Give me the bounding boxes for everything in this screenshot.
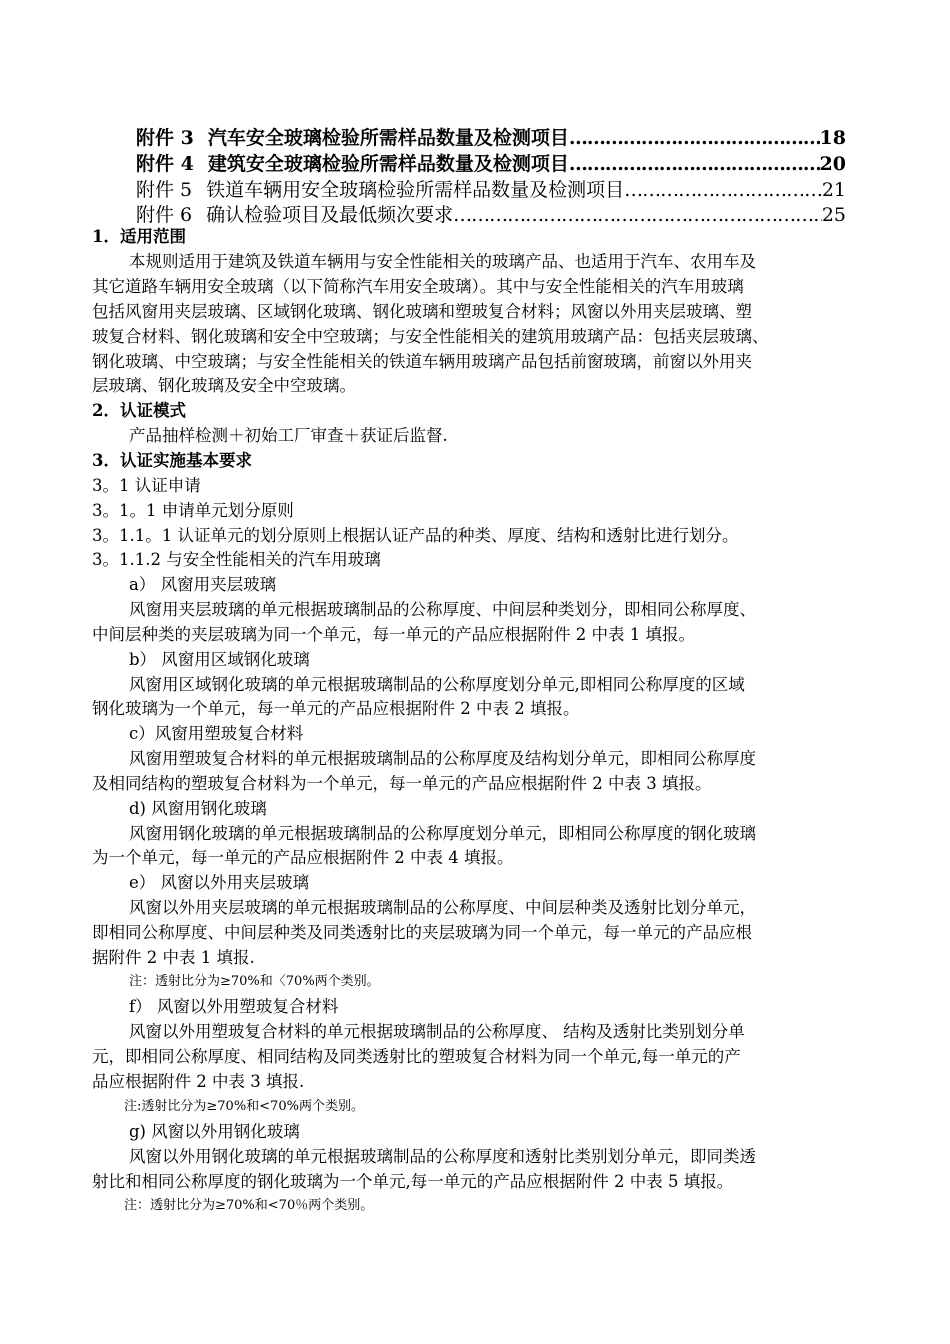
- item-a-title: a） 风窗用夹层玻璃: [129, 575, 277, 594]
- item-c-title: c）风窗用塑玻复合材料: [129, 724, 304, 743]
- item-c-line: 风窗用塑玻复合材料的单元根据玻璃制品的公称厚度及结构划分单元，即相同公称厚度: [129, 749, 756, 768]
- toc-title: 建筑安全玻璃检验所需样品数量及检测项目: [207, 153, 569, 175]
- subsection-3-1-1-1: 3。1.1。1 认证单元的划分原则上根据认证产品的种类、厚度、结构和透射比进行划分。: [92, 526, 739, 545]
- item-g-line: 风窗以外用钢化玻璃的单元根据玻璃制品的公称厚度和透射比类别划分单元，即同类透: [129, 1147, 756, 1166]
- item-e-line: 据附件 2 中表 1 填报.: [92, 948, 255, 967]
- item-f-title: f） 风窗以外用塑玻复合材料: [129, 997, 339, 1016]
- section-2-text: 产品抽样检测＋初始工厂审查＋获证后监督.: [129, 426, 448, 445]
- toc-label: 附件 6: [136, 204, 193, 226]
- item-f-line: 元，即相同公称厚度、相同结构及同类透射比的塑玻复合材料为同一个单元,每一单元的产: [92, 1047, 741, 1066]
- section-1-line: 包括风窗用夹层玻璃、区域钢化玻璃、钢化玻璃和塑玻复合材料；风窗以外用夹层玻璃、塑: [92, 302, 752, 321]
- item-f-line: 风窗以外用塑玻复合材料的单元根据玻璃制品的公称厚度、 结构及透射比类别划分单: [129, 1022, 745, 1041]
- subsection-3-1: 3。1 认证申请: [92, 476, 201, 495]
- item-d-line: 风窗用钢化玻璃的单元根据玻璃制品的公称厚度划分单元，即相同公称厚度的钢化玻璃: [129, 824, 756, 843]
- toc-page-number: 21: [821, 179, 846, 201]
- item-e-line: 即相同公称厚度、中间层种类及同类透射比的夹层玻璃为同一个单元，每一单元的产品应根: [92, 923, 752, 942]
- toc-leader-dots: [453, 204, 822, 226]
- item-f-note: 注:透射比分为≥70%和<70%两个类别。: [124, 1099, 364, 1114]
- item-b-line: 风窗用区域钢化玻璃的单元根据玻璃制品的公称厚度划分单元,即相同公称厚度的区域: [129, 675, 745, 694]
- item-g-note: 注：透射比分为≥70%和<70％两个类别。: [124, 1198, 374, 1213]
- toc-label: 附件 5: [136, 179, 193, 201]
- item-g-line: 射比和相同公称厚度的钢化玻璃为一个单元,每一单元的产品应根据附件 2 中表 5 填报。: [92, 1172, 734, 1191]
- item-a-line: 风窗用夹层玻璃的单元根据玻璃制品的公称厚度、中间层种类划分，即相同公称厚度、: [129, 600, 756, 619]
- toc-entry-appendix-3[interactable]: [136, 123, 846, 149]
- toc-title: 确认检验项目及最低频次要求: [206, 204, 454, 226]
- item-e-title: e） 风窗以外用夹层玻璃: [129, 873, 310, 892]
- section-1-line: 层玻璃、钢化玻璃及安全中空玻璃。: [92, 376, 356, 395]
- subsection-3-1-1: 3。1。1 申请单元划分原则: [92, 501, 294, 520]
- section-1-line: 本规则适用于建筑及铁道车辆用与安全性能相关的玻璃产品、也适用于汽车、农用车及: [129, 252, 756, 271]
- item-c-line: 及相同结构的塑玻复合材料为一个单元，每一单元的产品应根据附件 2 中表 3 填报。: [92, 774, 712, 793]
- section-1-heading: 1．适用范围: [92, 227, 186, 246]
- toc-label: 附件 3: [136, 127, 194, 149]
- toc-leader-dots: [624, 179, 822, 201]
- toc-leader-dots: [569, 127, 820, 149]
- toc-entry-appendix-5[interactable]: [136, 175, 846, 201]
- toc-page-number: 25: [821, 204, 846, 226]
- item-b-title: b） 风窗用区域钢化玻璃: [129, 650, 310, 669]
- toc-leader-dots: [569, 153, 820, 175]
- item-d-line: 为一个单元，每一单元的产品应根据附件 2 中表 4 填报。: [92, 848, 514, 867]
- toc-page-number: 20: [819, 153, 846, 175]
- item-d-title: d) 风窗用钢化玻璃: [129, 799, 267, 818]
- section-1-line: 钢化玻璃、中空玻璃；与安全性能相关的铁道车辆用玻璃产品包括前窗玻璃，前窗以外用夹: [92, 352, 752, 371]
- item-b-line: 钢化玻璃为一个单元，每一单元的产品应根据附件 2 中表 2 填报。: [92, 699, 580, 718]
- section-1-line: 玻复合材料、钢化玻璃和安全中空玻璃；与安全性能相关的建筑用玻璃产品：包括夹层玻璃、: [92, 327, 769, 346]
- item-f-line: 品应根据附件 2 中表 3 填报.: [92, 1072, 305, 1091]
- toc-title: 铁道车辆用安全玻璃检验所需样品数量及检测项目: [206, 179, 625, 201]
- item-a-line: 中间层种类的夹层玻璃为同一个单元，每一单元的产品应根据附件 2 中表 1 填报。: [92, 625, 695, 644]
- item-e-line: 风窗以外用夹层玻璃的单元根据玻璃制品的公称厚度、中间层种类及透射比划分单元，: [129, 898, 756, 917]
- toc-page-number: 18: [819, 127, 846, 149]
- item-g-title: g) 风窗以外用钢化玻璃: [129, 1122, 300, 1141]
- item-e-note: 注：透射比分为≥70%和〈70%两个类别。: [129, 974, 380, 989]
- section-3-heading: 3．认证实施基本要求: [92, 451, 252, 470]
- section-2-heading: 2．认证模式: [92, 401, 186, 420]
- subsection-3-1-1-2: 3。1.1.2 与安全性能相关的汽车用玻璃: [92, 550, 381, 569]
- toc-title: 汽车安全玻璃检验所需样品数量及检测项目: [207, 127, 569, 149]
- toc-entry-appendix-4[interactable]: [136, 149, 846, 175]
- toc-entry-appendix-6[interactable]: [136, 200, 846, 226]
- section-1-line: 其它道路车辆用安全玻璃（以下简称汽车用安全玻璃）。其中与安全性能相关的汽车用玻璃: [92, 277, 744, 296]
- toc-label: 附件 4: [136, 153, 194, 175]
